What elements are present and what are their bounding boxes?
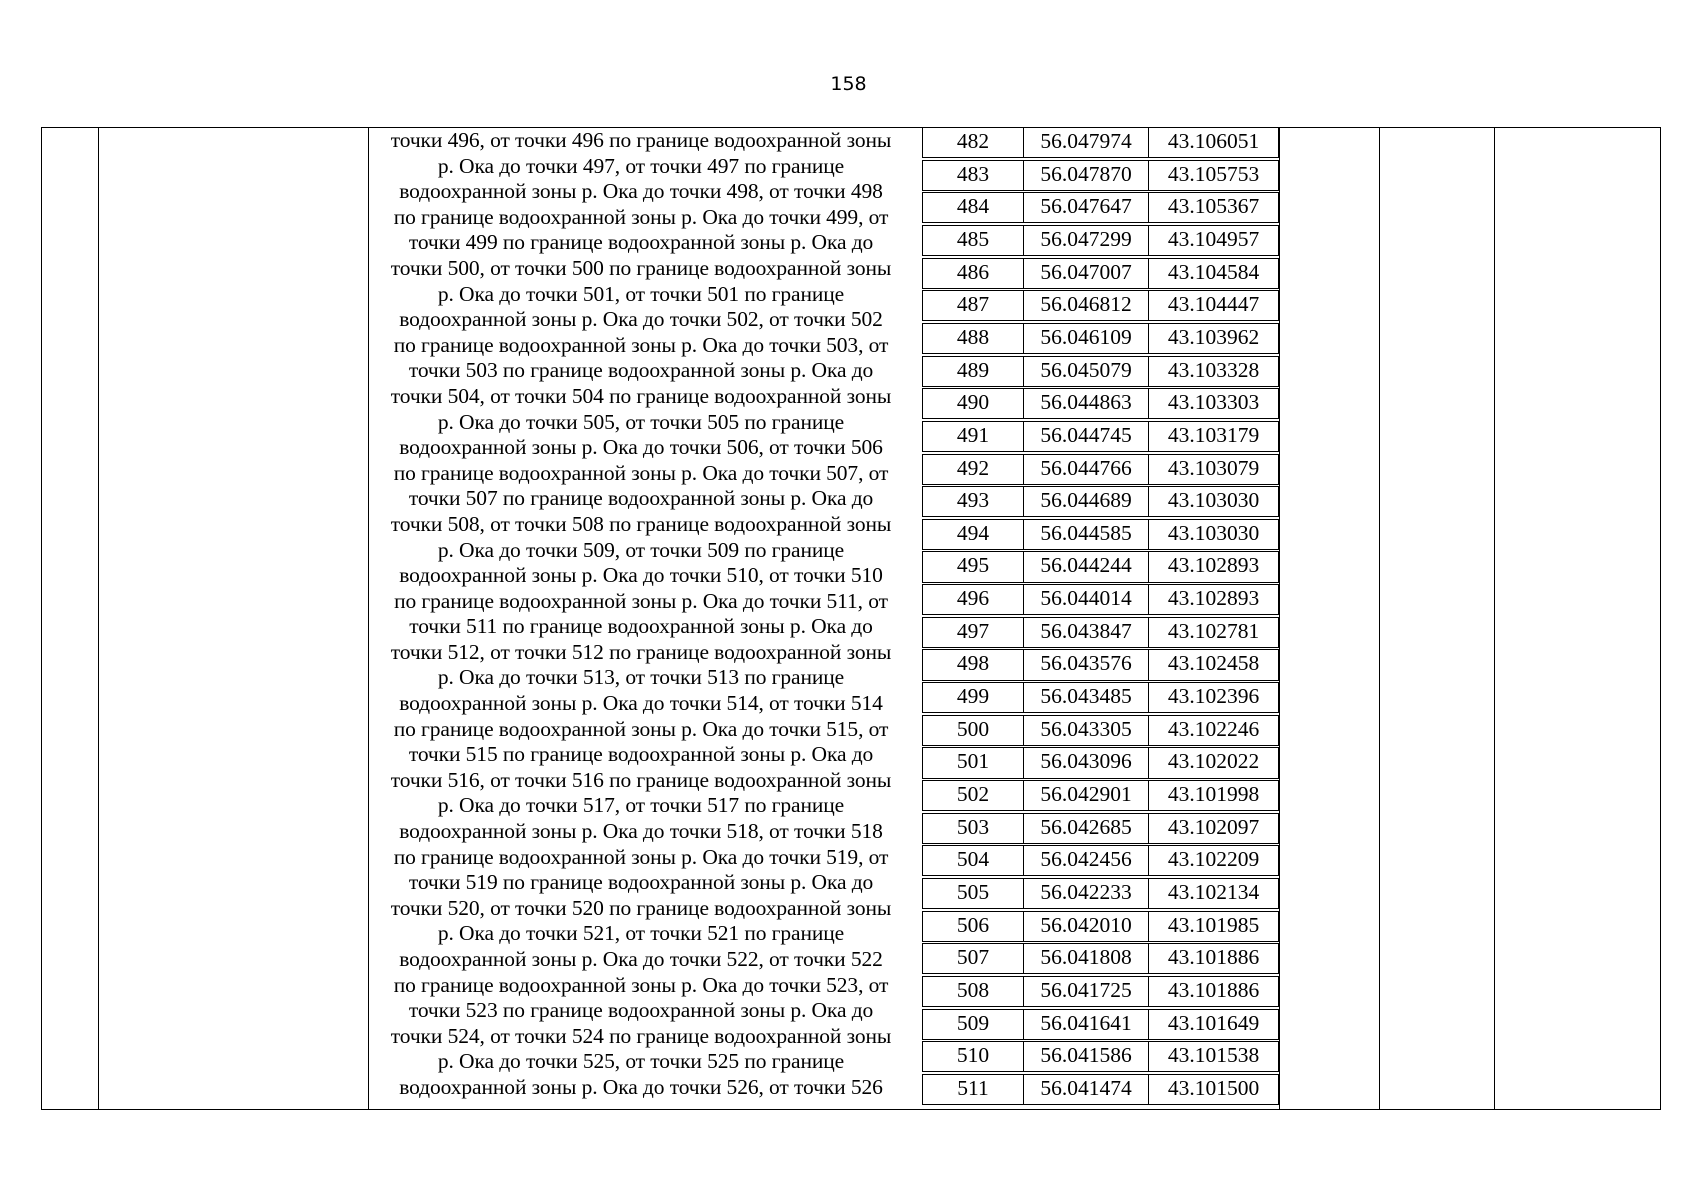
description-line: точки 512, от точки 512 по границе водоохранной зоны [390, 639, 892, 664]
point-number: 499 [956, 684, 990, 709]
point-number: 497 [956, 618, 990, 643]
table-row [922, 323, 1279, 354]
table-row [922, 356, 1279, 387]
description-line: водоохранной зоны р. Ока до точки 526, от точки 526 [399, 1074, 883, 1099]
table-row [922, 617, 1279, 648]
point-longitude: 43.103328 [1148, 357, 1278, 386]
description-line: водоохранной зоны р. Ока до точки 506, от точки 506 [399, 435, 883, 460]
table-row [922, 192, 1279, 223]
point-number: 503 [956, 814, 990, 839]
point-longitude: 43.102097 [1148, 814, 1278, 843]
description-line: точки 520, от точки 520 по границе водоохранной зоны [390, 895, 892, 920]
table-row [922, 421, 1279, 452]
point-longitude: 43.101538 [1148, 1042, 1278, 1071]
point-latitude: 56.044745 [1023, 422, 1148, 451]
table-row [922, 813, 1279, 844]
point-latitude: 56.044014 [1023, 585, 1148, 614]
description-line: р. Ока до точки 509, от точки 509 по границе [437, 537, 845, 562]
point-latitude: 56.042685 [1023, 814, 1148, 843]
point-latitude: 56.042233 [1023, 879, 1148, 908]
point-latitude: 56.044585 [1023, 520, 1148, 549]
point-longitude: 43.102396 [1148, 683, 1278, 712]
column-divider [98, 128, 99, 1109]
point-number: 505 [956, 879, 990, 904]
description-line: по границе водоохранной зоны р. Ока до точки 523, от [393, 972, 889, 997]
point-latitude: 56.047647 [1023, 193, 1148, 222]
point-longitude: 43.103030 [1148, 520, 1278, 549]
description-line: водоохранной зоны р. Ока до точки 498, от точки 498 [399, 179, 883, 204]
point-latitude: 56.041725 [1023, 977, 1148, 1006]
point-number: 482 [956, 129, 990, 153]
description-line: точки 504, от точки 504 по границе водоохранной зоны [390, 383, 892, 408]
point-number: 504 [956, 847, 990, 872]
point-number: 483 [956, 161, 990, 186]
table-row [922, 127, 1279, 158]
table-row [922, 388, 1279, 419]
description-line: водоохранной зоны р. Ока до точки 514, от точки 514 [399, 691, 883, 716]
point-latitude: 56.047299 [1023, 226, 1148, 255]
description-line: водоохранной зоны р. Ока до точки 522, от точки 522 [399, 947, 883, 971]
table-row [922, 519, 1279, 550]
boundary-description [368, 128, 914, 1101]
point-number: 485 [956, 226, 990, 251]
point-latitude: 56.043096 [1023, 748, 1148, 777]
point-longitude: 43.102134 [1148, 879, 1278, 908]
point-longitude: 43.102458 [1148, 650, 1278, 679]
point-number: 494 [956, 520, 990, 545]
point-number: 506 [956, 912, 990, 937]
description-line: точки 523 по границе водоохранной зоны р. Ока до [408, 998, 874, 1023]
column-divider [1279, 128, 1280, 1109]
point-number: 484 [956, 194, 990, 219]
page-number: 158 [830, 73, 867, 95]
description-line: р. Ока до точки 501, от точки 501 по границе [437, 281, 845, 306]
description-line: водоохранной зоны р. Ока до точки 510, от точки 510 [399, 563, 883, 588]
point-longitude: 43.101998 [1148, 781, 1278, 810]
description-line: р. Ока до точки 525, от точки 525 по границе [437, 1049, 845, 1074]
point-number: 495 [956, 553, 990, 578]
description-line: точки 515 по границе водоохранной зоны р. Ока до [408, 742, 874, 767]
description-line: точки 516, от точки 516 по границе водоохранной зоны [390, 767, 892, 792]
table-row [922, 878, 1279, 909]
description-line: точки 496, от точки 496 по границе водоохранной зоны [390, 128, 892, 152]
point-latitude: 56.043576 [1023, 650, 1148, 679]
description-line: точки 507 по границе водоохранной зоны р. Ока до [408, 486, 874, 511]
point-longitude: 43.102022 [1148, 748, 1278, 777]
description-line: р. Ока до точки 513, от точки 513 по границе [437, 665, 845, 690]
point-latitude: 56.047870 [1023, 161, 1148, 190]
point-latitude: 56.042010 [1023, 912, 1148, 941]
point-longitude: 43.105753 [1148, 161, 1278, 190]
table-row [922, 551, 1279, 582]
point-number: 491 [956, 422, 990, 447]
point-longitude: 43.101985 [1148, 912, 1278, 941]
point-longitude: 43.104584 [1148, 259, 1278, 288]
point-latitude: 56.041641 [1023, 1010, 1148, 1039]
table-row [922, 845, 1279, 876]
point-number: 511 [957, 1075, 989, 1100]
point-longitude: 43.101886 [1148, 977, 1278, 1006]
point-number: 486 [956, 259, 990, 284]
table-row [922, 1009, 1279, 1040]
table-row [922, 943, 1279, 974]
description-line: р. Ока до точки 505, от точки 505 по границе [437, 409, 845, 434]
point-number: 509 [956, 1010, 990, 1035]
description-line: точки 524, от точки 524 по границе водоохранной зоны [390, 1023, 892, 1048]
point-latitude: 56.046812 [1023, 291, 1148, 320]
point-number: 489 [956, 357, 990, 382]
table-row [922, 290, 1279, 321]
table-row [922, 225, 1279, 256]
point-longitude: 43.102246 [1148, 716, 1278, 745]
point-latitude: 56.044244 [1023, 552, 1148, 581]
point-longitude: 43.106051 [1148, 128, 1278, 157]
point-longitude: 43.102893 [1148, 552, 1278, 581]
table-row [922, 911, 1279, 942]
table-row [922, 1041, 1279, 1072]
point-latitude: 56.044689 [1023, 487, 1148, 516]
point-number: 501 [956, 749, 990, 774]
point-number: 500 [956, 716, 990, 741]
point-latitude: 56.041808 [1023, 944, 1148, 973]
table-row [922, 1074, 1279, 1105]
point-longitude: 43.104957 [1148, 226, 1278, 255]
point-latitude: 56.042456 [1023, 846, 1148, 875]
point-longitude: 43.101649 [1148, 1010, 1278, 1039]
table-row [922, 258, 1279, 289]
point-number: 507 [956, 945, 990, 970]
description-line: точки 511 по границе водоохранной зоны р. Ока до [409, 614, 873, 639]
point-longitude: 43.103030 [1148, 487, 1278, 516]
point-number: 510 [956, 1043, 990, 1068]
table-row [922, 486, 1279, 517]
description-line: по границе водоохранной зоны р. Ока до точки 519, от [393, 844, 889, 869]
point-longitude: 43.103962 [1148, 324, 1278, 353]
description-line: по границе водоохранной зоны р. Ока до точки 503, от [393, 332, 889, 357]
description-line: р. Ока до точки 517, от точки 517 по границе [437, 793, 845, 818]
table-row [922, 747, 1279, 778]
point-number: 508 [956, 977, 990, 1002]
table-row [922, 780, 1279, 811]
description-line: р. Ока до точки 497, от точки 497 по границе [437, 153, 845, 178]
table-row [922, 715, 1279, 746]
point-number: 487 [956, 292, 990, 317]
point-number: 496 [956, 586, 990, 611]
description-line: точки 519 по границе водоохранной зоны р. Ока до [408, 870, 874, 895]
description-line: водоохранной зоны р. Ока до точки 502, от точки 502 [399, 307, 883, 332]
point-latitude: 56.043485 [1023, 683, 1148, 712]
point-number: 493 [956, 488, 990, 513]
point-longitude: 43.101500 [1148, 1075, 1278, 1104]
point-number: 490 [956, 390, 990, 415]
table-row [922, 454, 1279, 485]
description-line: точки 499 по границе водоохранной зоны р. Ока до [408, 230, 874, 255]
point-latitude: 56.046109 [1023, 324, 1148, 353]
table-row [922, 584, 1279, 615]
point-latitude: 56.047007 [1023, 259, 1148, 288]
description-line: по границе водоохранной зоны р. Ока до точки 507, от [393, 460, 889, 485]
description-line: водоохранной зоны р. Ока до точки 518, от точки 518 [399, 819, 883, 844]
point-number: 498 [956, 651, 990, 676]
description-line: точки 508, от точки 508 по границе водоохранной зоны [390, 511, 892, 536]
point-longitude: 43.102209 [1148, 846, 1278, 875]
description-line: точки 503 по границе водоохранной зоны р. Ока до [408, 358, 874, 383]
description-line: точки 500, от точки 500 по границе водоохранной зоны [390, 255, 892, 280]
point-longitude: 43.102781 [1148, 618, 1278, 647]
table-row [922, 160, 1279, 191]
point-longitude: 43.103079 [1148, 455, 1278, 484]
column-divider [1494, 128, 1495, 1109]
column-divider [1379, 128, 1380, 1109]
point-latitude: 56.045079 [1023, 357, 1148, 386]
point-longitude: 43.104447 [1148, 291, 1278, 320]
table-row [922, 649, 1279, 680]
coordinates-table [41, 127, 1661, 1110]
point-latitude: 56.047974 [1023, 128, 1148, 157]
point-number: 492 [956, 455, 990, 480]
table-row [922, 682, 1279, 713]
point-number: 488 [956, 324, 990, 349]
point-latitude: 56.042901 [1023, 781, 1148, 810]
description-line: р. Ока до точки 521, от точки 521 по границе [437, 921, 845, 946]
point-longitude: 43.103179 [1148, 422, 1278, 451]
point-latitude: 56.041474 [1023, 1075, 1148, 1104]
point-longitude: 43.101886 [1148, 944, 1278, 973]
point-number: 502 [956, 782, 990, 806]
description-line: по границе водоохранной зоны р. Ока до точки 499, от [393, 204, 889, 229]
point-latitude: 56.041586 [1023, 1042, 1148, 1071]
description-line: по границе водоохранной зоны р. Ока до точки 515, от [393, 716, 889, 741]
point-latitude: 56.043305 [1023, 716, 1148, 745]
table-row [922, 976, 1279, 1007]
point-latitude: 56.043847 [1023, 618, 1148, 647]
point-longitude: 43.102893 [1148, 585, 1278, 614]
point-longitude: 43.103303 [1148, 389, 1278, 418]
point-longitude: 43.105367 [1148, 193, 1278, 222]
point-latitude: 56.044863 [1023, 389, 1148, 418]
description-line: по границе водоохранной зоны р. Ока до точки 511, от [394, 588, 888, 613]
point-latitude: 56.044766 [1023, 455, 1148, 484]
